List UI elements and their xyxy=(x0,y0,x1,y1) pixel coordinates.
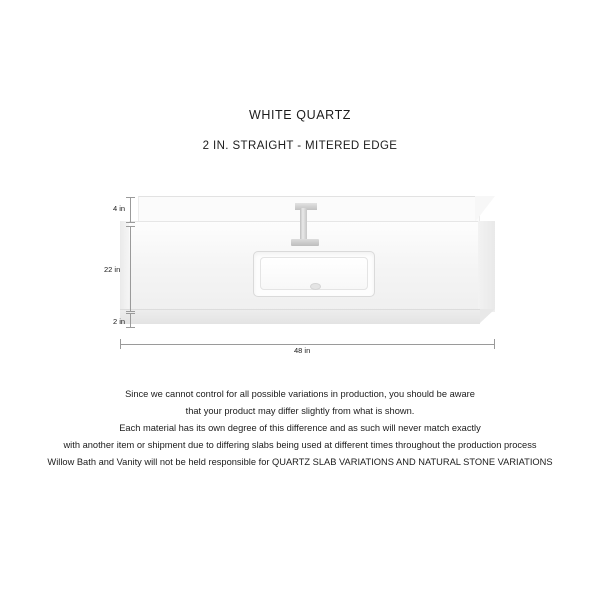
disclaimer-line-3: Each material has its own degree of this difference and as such will never match exactly xyxy=(119,423,481,433)
dim-tick-backsplash-top xyxy=(126,197,135,198)
right-side-return xyxy=(478,221,495,309)
dim-line-depth xyxy=(130,226,131,312)
left-end-cap xyxy=(120,221,129,309)
faucet-base xyxy=(291,239,319,246)
dim-tick-edge-bottom xyxy=(126,327,135,328)
disclaimer-block xyxy=(0,386,600,471)
dim-tick-width-right xyxy=(494,339,495,349)
dim-tick-depth-bottom xyxy=(126,311,135,312)
disclaimer-line-2: that your product may differ slightly from what is shown. xyxy=(185,406,415,416)
dim-tick-depth-top xyxy=(126,226,135,227)
dim-tick-backsplash-bottom xyxy=(126,222,135,223)
page-subtitle: 2 IN. STRAIGHT - MITERED EDGE xyxy=(202,140,398,152)
page-title: WHITE QUARTZ xyxy=(248,108,352,122)
dim-label-edge-thickness: 2 in xyxy=(113,317,126,326)
title-block xyxy=(0,108,600,152)
backsplash-right-return xyxy=(475,196,495,222)
dim-tick-edge-top xyxy=(126,313,135,314)
dim-label-backsplash-height: 4 in xyxy=(113,204,126,213)
mitered-front-edge xyxy=(120,309,480,324)
dim-line-width xyxy=(120,344,495,345)
disclaimer-line-5: Willow Bath and Vanity will not be held responsible for QUARTZ SLAB VARIATIONS AND NATURAL STONE VARIATIONS xyxy=(47,457,553,467)
disclaimer-line-4: with another item or shipment due to differing slabs being used at different times throughout the production process xyxy=(63,440,537,450)
faucet-spout-body xyxy=(300,208,307,242)
dim-tick-width-left xyxy=(120,339,121,349)
disclaimer-line-1: Since we cannot control for all possible variations in production, you should be aware xyxy=(125,389,475,399)
sink-drain xyxy=(310,283,321,290)
front-edge-corner xyxy=(480,309,495,323)
dim-line-edge xyxy=(130,313,131,328)
dim-label-depth: 22 in xyxy=(104,265,121,274)
dim-label-width: 48 in xyxy=(294,346,311,355)
vanity-top-illustration xyxy=(120,196,495,346)
dim-line-backsplash xyxy=(130,197,131,223)
undermount-sink-basin xyxy=(253,251,375,297)
